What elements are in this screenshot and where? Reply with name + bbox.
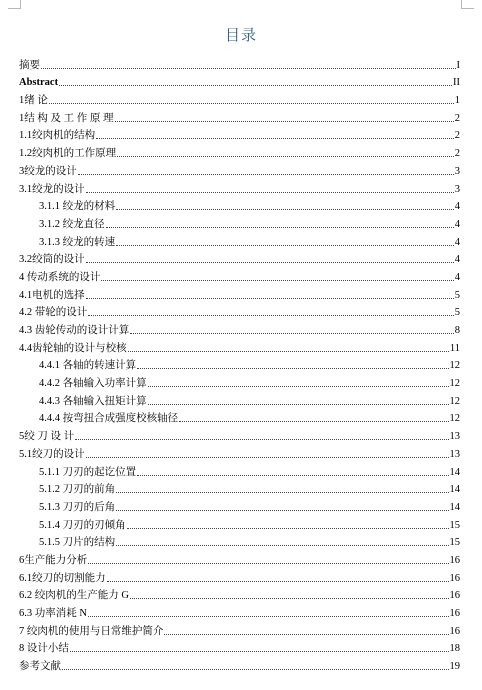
dot-leader — [88, 315, 454, 316]
toc-entry[interactable] — [19, 54, 460, 72]
toc-entry-page: 16 — [449, 554, 460, 566]
toc-entry-page: 19 — [449, 661, 460, 673]
dot-leader — [107, 581, 449, 582]
toc-entry-page: 12 — [449, 378, 460, 390]
toc-entry-page: 14 — [449, 484, 460, 496]
toc-entry[interactable] — [19, 337, 460, 355]
toc-entry[interactable] — [19, 425, 460, 443]
toc-entry[interactable] — [19, 266, 460, 284]
toc-entry-label: 8 设计小结 — [19, 643, 69, 655]
toc-entry-page: 3 — [454, 183, 460, 195]
toc-entry[interactable] — [19, 443, 460, 461]
toc-entry-label: Abstract — [19, 77, 59, 89]
toc-entry-page: 11 — [449, 342, 460, 354]
toc-entry-page: 12 — [449, 360, 460, 372]
toc-entry-label: 3.1.3 绞龙的转速 — [39, 236, 116, 248]
toc-entry-label: 4.4.4 按弯扭合成强度校核轴径 — [39, 413, 179, 425]
dot-leader — [96, 138, 454, 139]
toc-title: 目录 — [224, 26, 257, 44]
toc-entry-label: 5.1.3 刀刃的后角 — [39, 501, 116, 513]
toc-entry-page: 1 — [454, 95, 460, 107]
toc-entry-page: 4 — [454, 254, 460, 266]
toc-entry[interactable] — [19, 160, 460, 178]
toc-entry-page: 12 — [449, 413, 460, 425]
toc-entry-label: 5.1.1 刀刃的起讫位置 — [39, 466, 137, 478]
toc-entry[interactable] — [19, 585, 460, 603]
toc-entry[interactable] — [19, 125, 460, 143]
dot-leader — [117, 156, 454, 157]
toc-entry[interactable] — [19, 390, 460, 408]
toc-entry-page: 2 — [454, 130, 460, 142]
toc-entry-label: 1绪 论 — [19, 95, 48, 107]
toc-entry[interactable] — [19, 107, 460, 125]
toc-entry-label: 4 传动系统的设计 — [19, 271, 101, 283]
toc-entry-label: 参考文献 — [19, 661, 61, 673]
toc-entry[interactable] — [19, 567, 460, 585]
toc-entry[interactable] — [19, 72, 460, 90]
toc-entry-page: 5 — [454, 289, 460, 301]
toc-entry[interactable] — [19, 142, 460, 160]
dot-leader — [62, 669, 449, 670]
toc-entry[interactable] — [19, 319, 460, 337]
toc-entry-page: 4 — [454, 218, 460, 230]
dot-leader — [137, 368, 448, 369]
dot-leader — [70, 651, 449, 652]
toc-entry-page: 14 — [449, 501, 460, 513]
toc-entry[interactable] — [19, 549, 460, 567]
toc-list — [19, 54, 460, 673]
toc-entry[interactable] — [19, 89, 460, 107]
dot-leader — [88, 563, 448, 564]
toc-entry[interactable] — [19, 620, 460, 638]
toc-entry-page: 16 — [449, 608, 460, 619]
toc-entry-label: 4.4齿轮轴的设计与校核 — [19, 342, 127, 354]
dot-leader — [130, 598, 449, 599]
toc-entry-page: 2 — [454, 148, 460, 160]
toc-entry-page: 14 — [449, 466, 460, 478]
dot-leader — [127, 528, 449, 529]
toc-entry-label: 3绞龙的设计 — [19, 165, 77, 177]
dot-leader — [137, 475, 448, 476]
toc-entry[interactable] — [19, 196, 460, 214]
toc-entry-label: 5.1绞刀的设计 — [19, 448, 85, 460]
dot-leader — [78, 174, 454, 175]
toc-entry-label: 6.1绞刀的切割能力 — [19, 572, 106, 584]
toc-entry-label: 3.1.2 绞龙直径 — [39, 218, 105, 230]
toc-entry-label: 6.3 功率消耗 N — [19, 608, 87, 619]
toc-entry[interactable] — [19, 461, 460, 479]
toc-entry-label: 3.1.1 绞龙的材料 — [39, 201, 116, 213]
toc-entry-label: 6.2 绞肉机的生产能力 G — [19, 590, 129, 602]
toc-entry[interactable] — [19, 178, 460, 196]
toc-entry-page: II — [453, 77, 460, 89]
toc-entry-page: 16 — [449, 625, 460, 637]
toc-entry-label: 5.1.2 刀刃的前角 — [39, 484, 116, 496]
toc-entry-page: 4 — [454, 236, 460, 248]
dot-leader — [41, 68, 456, 69]
toc-entry-page: 16 — [449, 590, 460, 602]
toc-entry-label: 5绞 刀 设 计 — [19, 431, 75, 443]
toc-entry-label: 5.1.5 刀片的结构 — [39, 537, 116, 549]
toc-entry-label: 4.1电机的选择 — [19, 289, 85, 301]
toc-entry-label: 4.4.1 各轴的转速计算 — [39, 360, 137, 372]
toc-entry[interactable] — [19, 284, 460, 302]
dot-leader — [75, 439, 448, 440]
toc-entry-label: 1.2绞肉机的工作原理 — [19, 148, 117, 160]
toc-entry-label: 7 绞肉机的使用与日常维护简介 — [19, 625, 164, 637]
toc-entry-label: 1结 构 及 工 作 原 理 — [19, 112, 114, 124]
dot-leader — [59, 85, 452, 86]
toc-entry[interactable] — [19, 372, 460, 390]
toc-entry-label: 摘要 — [19, 59, 40, 71]
dot-leader — [116, 492, 448, 493]
dot-leader — [106, 227, 454, 228]
dot-leader — [130, 333, 454, 334]
toc-entry-page: 2 — [454, 112, 460, 124]
dot-leader — [116, 545, 448, 546]
toc-entry[interactable] — [19, 355, 460, 373]
toc-entry-label: 4.4.2 各轴输入功率计算 — [39, 378, 147, 390]
toc-entry[interactable] — [19, 532, 460, 550]
toc-entry-page: I — [456, 59, 460, 71]
dot-leader — [128, 351, 449, 352]
toc-entry-page: 8 — [454, 325, 460, 336]
toc-entry-page: 4 — [454, 201, 460, 213]
toc-entry[interactable] — [19, 514, 460, 532]
toc-entry-page: 3 — [454, 165, 460, 177]
toc-entry-page: 4 — [454, 271, 460, 283]
dot-leader — [116, 209, 454, 210]
toc-entry[interactable] — [19, 213, 460, 231]
toc-entry-label: 4.3 齿轮传动的设计计算 — [19, 325, 130, 336]
toc-entry-page: 13 — [449, 431, 460, 443]
toc-entry-page: 16 — [449, 572, 460, 584]
dot-leader — [88, 616, 449, 617]
toc-entry-label: 3.1绞龙的设计 — [19, 183, 85, 195]
toc-entry[interactable] — [19, 231, 460, 249]
toc-entry[interactable] — [19, 302, 460, 320]
toc-entry-label: 4.2 带轮的设计 — [19, 307, 88, 319]
toc-entry-label: 1.1绞肉机的结构 — [19, 130, 96, 142]
dot-leader — [116, 510, 448, 511]
dot-leader — [49, 103, 454, 104]
dot-leader — [101, 280, 453, 281]
toc-entry-label: 5.1.4 刀刃的刃倾角 — [39, 519, 126, 531]
toc-entry-label: 4.4.3 各轴输入扭矩计算 — [39, 395, 147, 407]
toc-entry-label: 3.2绞筒的设计 — [19, 254, 85, 266]
toc-entry[interactable] — [19, 496, 460, 514]
dot-leader — [86, 192, 454, 193]
page-corner-mark — [8, 0, 21, 9]
toc-entry[interactable] — [19, 638, 460, 656]
toc-entry-page: 18 — [449, 643, 460, 655]
toc-entry-label: 6生产能力分析 — [19, 554, 88, 566]
dot-leader — [115, 121, 454, 122]
dot-leader — [148, 386, 449, 387]
toc-entry[interactable] — [19, 602, 460, 620]
toc-entry-page: 12 — [449, 395, 460, 407]
toc-entry[interactable] — [19, 479, 460, 497]
dot-leader — [86, 262, 454, 263]
toc-entry-page: 13 — [449, 448, 460, 460]
page-corner-mark — [461, 0, 474, 9]
dot-leader — [179, 421, 448, 422]
dot-leader — [86, 298, 454, 299]
toc-entry-page: 15 — [449, 519, 460, 531]
toc-entry[interactable] — [19, 655, 460, 673]
dot-leader — [148, 404, 449, 405]
toc-entry[interactable] — [19, 249, 460, 267]
dot-leader — [86, 457, 449, 458]
toc-entry-page: 15 — [449, 537, 460, 549]
toc-entry[interactable] — [19, 408, 460, 426]
dot-leader — [116, 245, 454, 246]
toc-entry-page: 5 — [454, 307, 460, 319]
dot-leader — [164, 634, 448, 635]
